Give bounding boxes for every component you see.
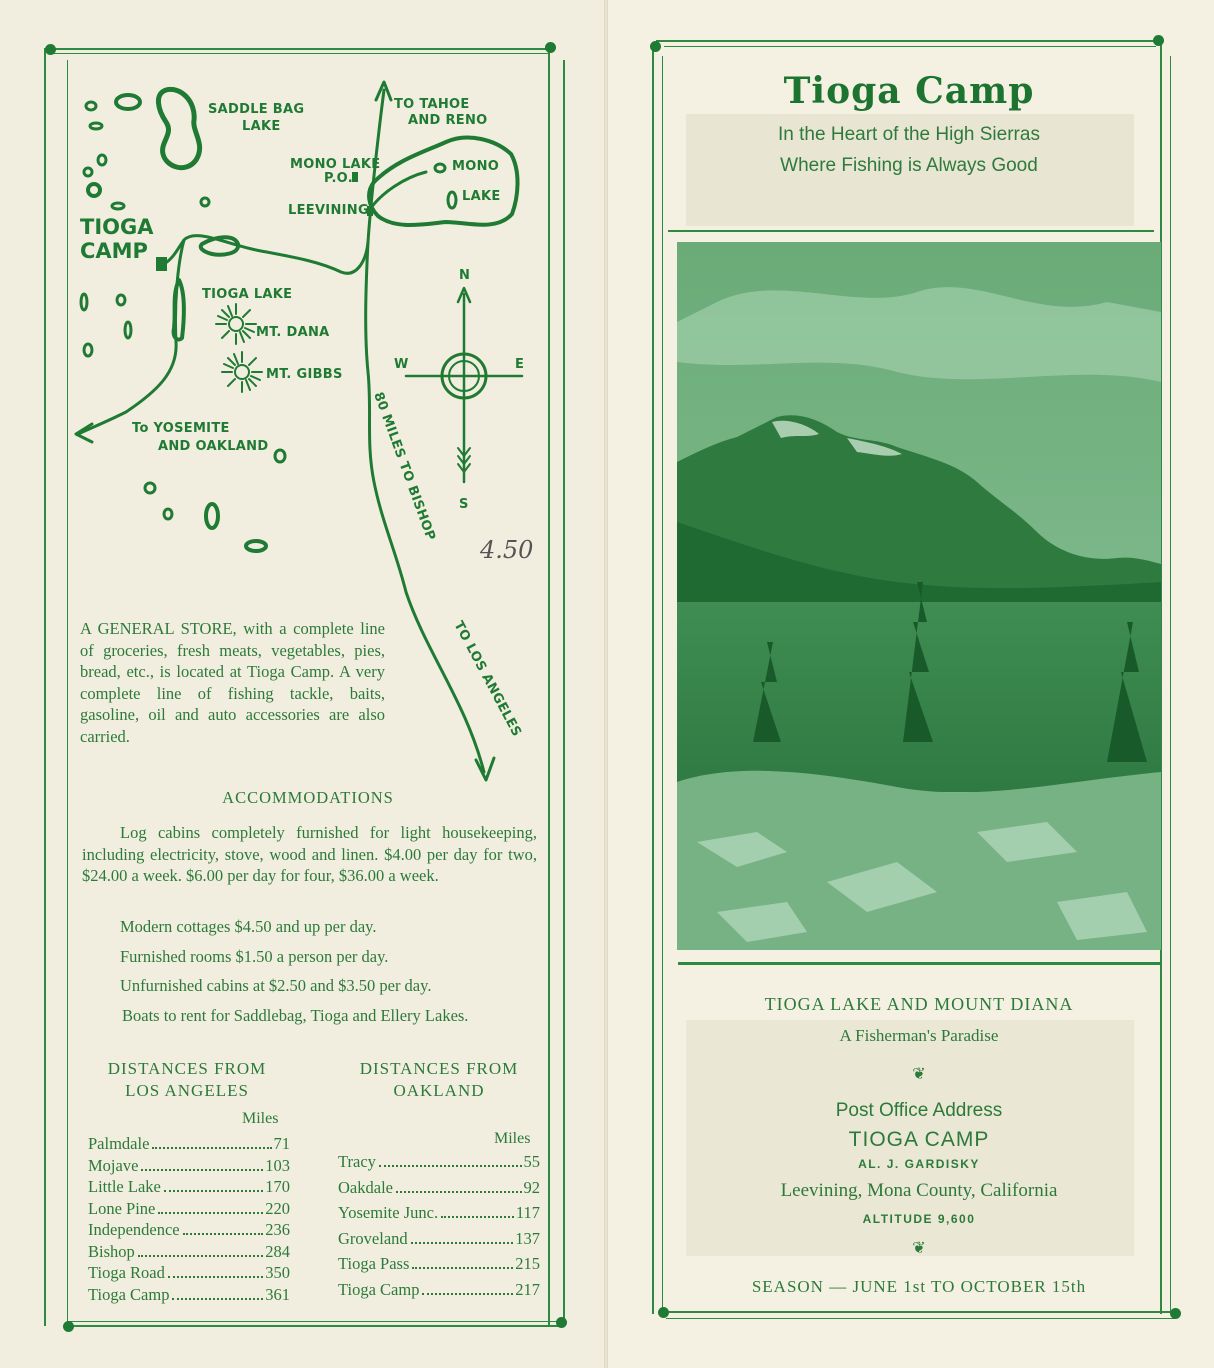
photo-caption: TIOGA LAKE AND MOUNT DIANA — [764, 994, 1074, 1014]
distance-miles: 170 — [265, 1177, 290, 1196]
label-tioga: TIOGA — [80, 215, 154, 239]
label-to-yosemite: To YOSEMITE — [132, 421, 230, 436]
right-frame-right-inner — [1170, 56, 1171, 1312]
distance-miles: 220 — [265, 1198, 290, 1218]
cover-subtitle-1: In the Heart of the High Sierras — [778, 124, 1040, 145]
accommodations-boats: Boats to rent for Saddlebag, Tioga and Ellery Lakes. — [122, 1006, 469, 1025]
label-and-reno: AND RENO — [408, 113, 488, 128]
distance-miles: 236 — [265, 1220, 290, 1239]
corner-dot — [1170, 1308, 1181, 1319]
compass-s: S — [459, 497, 469, 512]
altitude: ALTITUDE 9,600 — [862, 1212, 976, 1226]
distance-row — [88, 1263, 290, 1283]
distances-la-title — [84, 1058, 290, 1102]
arrow-south-la — [476, 758, 494, 780]
distance-miles: 117 — [515, 1203, 540, 1222]
distance-miles: 103 — [265, 1155, 290, 1175]
distances-la-title-line1: DISTANCES FROM — [107, 1059, 267, 1078]
left-frame-bottom — [68, 1325, 560, 1327]
distance-row — [338, 1254, 540, 1274]
label-tioga-lake: TIOGA LAKE — [202, 287, 293, 302]
po-label: Post Office Address — [835, 1100, 1003, 1121]
left-frame-left — [44, 48, 46, 1326]
dot-leader — [158, 1199, 263, 1214]
distance-place: Palmdale — [88, 1134, 150, 1153]
dot-leader — [379, 1152, 522, 1167]
distance-place: Tracy — [338, 1152, 376, 1171]
accommodations-unfurnished: Unfurnished cabins at $2.50 and $3.50 per day. — [120, 976, 432, 995]
left-frame-top — [50, 48, 550, 50]
distance-place: Tioga Pass — [338, 1254, 410, 1273]
right-frame-bottom-inner — [666, 1318, 1176, 1319]
accommodations-cottages: Modern cottages $4.50 and up per day. — [120, 917, 377, 936]
distances-oakland-miles-header: Miles — [494, 1130, 531, 1147]
left-frame-right-inner — [563, 60, 565, 1326]
distance-row — [338, 1280, 540, 1300]
label-lake: LAKE — [462, 189, 501, 204]
title-divider — [668, 230, 1154, 232]
distance-row — [338, 1152, 540, 1172]
season: SEASON — JUNE 1st TO OCTOBER 15th — [751, 1277, 1087, 1296]
distances-oakland-title — [338, 1058, 540, 1102]
corner-dot — [545, 42, 556, 53]
label-leevining: LEEVINING — [288, 203, 369, 218]
dot-leader — [141, 1156, 263, 1171]
accommodations-rooms: Furnished rooms $1.50 a person per day. — [120, 947, 389, 966]
right-frame-left-inner — [662, 56, 663, 1312]
corner-dot — [45, 44, 56, 55]
dot-leader — [164, 1177, 263, 1192]
distance-row — [338, 1203, 540, 1223]
label-camp: CAMP — [80, 239, 148, 263]
distance-row — [88, 1199, 290, 1219]
tioga-lake-west — [174, 280, 184, 340]
dot-leader — [411, 1229, 514, 1244]
distance-place: Groveland — [338, 1228, 408, 1248]
distance-place: Oakdale — [338, 1177, 393, 1197]
proprietor: AL. J. GARDISKY — [858, 1157, 980, 1171]
label-to-tahoe: TO TAHOE — [394, 97, 470, 112]
distances-la-title-line2: LOS ANGELES — [125, 1081, 249, 1100]
distance-row — [338, 1178, 540, 1198]
dot-leader — [422, 1280, 513, 1295]
dot-leader — [172, 1285, 263, 1300]
photo-divider — [678, 962, 1162, 965]
distance-place: Independence — [88, 1220, 180, 1239]
corner-dot — [658, 1307, 669, 1318]
dot-leader — [396, 1178, 522, 1193]
compass-e: E — [515, 357, 525, 372]
corner-dot — [556, 1317, 567, 1328]
distance-miles: 217 — [515, 1279, 540, 1299]
po-name: TIOGA CAMP — [848, 1128, 990, 1151]
mono-lake-shape — [369, 138, 517, 225]
dot-leader — [412, 1254, 513, 1269]
label-to-los-angeles: TO LOS ANGELES — [450, 618, 525, 740]
ornament-icon: ❦ — [912, 1064, 926, 1083]
right-frame-top-inner — [664, 46, 1156, 47]
general-store-text: A GENERAL STORE, with a complete line of groceries, fresh meats, vegetables, pies, bread, etc., is located at Tioga Camp. A very complete line of fishing tackle, baits, gasoline, oil and auto accessories are also carried. — [80, 619, 385, 746]
distance-miles: 215 — [515, 1254, 540, 1273]
right-frame-left — [652, 44, 654, 1314]
distances-oakland-title-line1: DISTANCES FROM — [359, 1059, 519, 1078]
dot-leader — [183, 1220, 264, 1235]
distance-row — [88, 1220, 290, 1240]
distance-miles: 55 — [523, 1152, 540, 1171]
location: Leevining, Mona County, California — [780, 1180, 1058, 1201]
label-mono: MONO — [452, 159, 500, 174]
distance-row — [88, 1285, 290, 1305]
distance-place: Tioga Camp — [338, 1279, 420, 1299]
dot-leader — [441, 1203, 514, 1218]
distance-row — [88, 1156, 290, 1176]
saddle-bag-lake-shape — [158, 89, 199, 167]
left-frame-bottom-inner — [68, 1321, 560, 1322]
lake-photo — [677, 242, 1161, 950]
label-mt-dana: MT. DANA — [256, 325, 330, 340]
label-saddle-bag: SADDLE BAG — [208, 102, 305, 117]
dot-leader — [138, 1242, 263, 1257]
corner-dot — [650, 41, 661, 52]
distance-place: Tioga Camp — [88, 1284, 170, 1304]
left-frame-top-inner — [50, 53, 550, 54]
compass-n: N — [459, 268, 471, 283]
handwritten-note: 4.50 — [480, 536, 534, 564]
label-80-miles-to-bishop: 80 MILES TO BISHOP — [370, 390, 438, 543]
corner-dot — [1153, 35, 1164, 46]
distance-row — [88, 1177, 290, 1197]
distances-la-miles-header: Miles — [242, 1110, 279, 1127]
distance-place: Yosemite Junc. — [338, 1203, 439, 1222]
corner-dot — [63, 1321, 74, 1332]
cover-subtitle-2: Where Fishing is Always Good — [780, 155, 1038, 176]
distance-miles: 92 — [523, 1177, 540, 1197]
cover-title: Tioga Camp — [783, 70, 1035, 112]
distance-row — [88, 1134, 290, 1154]
label-saddle-bag-lake: LAKE — [242, 119, 281, 134]
right-frame-bottom — [666, 1311, 1176, 1313]
dot-leader — [168, 1263, 263, 1278]
label-and-oakland: AND OAKLAND — [158, 439, 269, 454]
distance-miles: 361 — [265, 1284, 290, 1304]
distance-place: Little Lake — [88, 1177, 161, 1196]
photo-lake — [677, 602, 1161, 792]
distance-miles: 284 — [265, 1241, 290, 1261]
distance-place: Lone Pine — [88, 1198, 156, 1218]
distance-place: Mojave — [88, 1155, 139, 1175]
mt-dana-symbol — [216, 304, 256, 344]
label-mt-gibbs: MT. GIBBS — [266, 367, 343, 382]
accommodations-cabins: Log cabins completely furnished for light housekeeping, including electricity, stove, wood and linen. $4.00 per day for two, $24.00 a week. $6.00 per day for four, $36.00 a week. — [82, 823, 537, 885]
right-frame-top — [656, 40, 1156, 42]
distance-row — [88, 1242, 290, 1262]
distance-miles: 137 — [515, 1228, 540, 1248]
ornament-icon: ❦ — [912, 1238, 926, 1257]
photo-subcaption: A Fisherman's Paradise — [839, 1026, 999, 1045]
label-mono-lake-po: MONO LAKE — [290, 157, 381, 172]
distance-miles: 350 — [265, 1263, 290, 1282]
arrow-west-yosemite — [76, 424, 92, 442]
distance-miles: 71 — [273, 1134, 290, 1153]
compass-w: W — [394, 357, 409, 372]
distance-row — [338, 1229, 540, 1249]
distance-place: Bishop — [88, 1241, 135, 1261]
accommodations-title: ACCOMMODATIONS — [222, 788, 394, 807]
dot-leader — [152, 1134, 271, 1149]
distances-oakland-title-line2: OAKLAND — [393, 1081, 485, 1100]
center-fold — [604, 0, 608, 1368]
left-frame-right — [548, 48, 550, 1326]
compass-rose — [406, 288, 525, 482]
label-po: P.O. — [324, 171, 353, 186]
mt-gibbs-symbol — [222, 352, 262, 392]
distance-place: Tioga Road — [88, 1263, 165, 1282]
